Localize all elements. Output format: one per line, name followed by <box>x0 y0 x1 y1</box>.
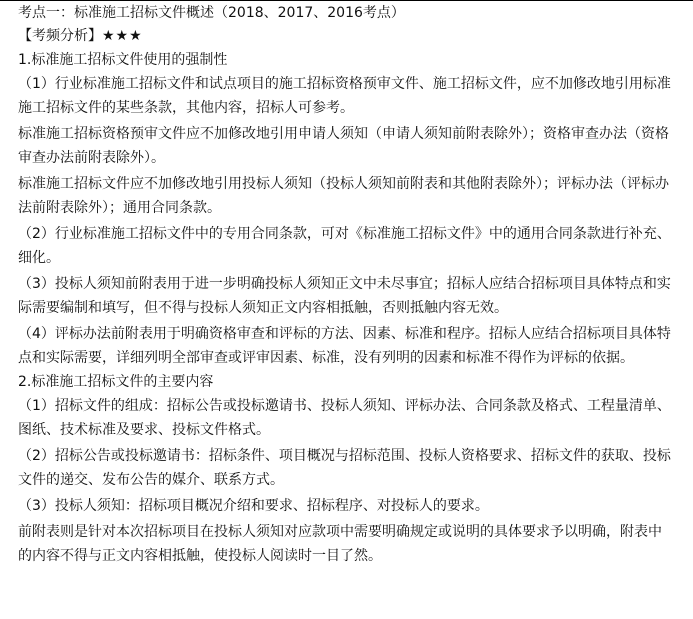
paragraph-8: （2）招标公告或投标邀请书：招标条件、项目概况与招标范围、投标人资格要求、招标文件的获取、投标文件的递交、发布公告的媒介、联系方式。 <box>18 448 671 488</box>
paragraph-3: 标准施工招标文件应不加修改地引用投标人须知（投标人须知前附表和其他附表除外）；评标办法（评标办法前附表除外）；通用合同条款。 <box>18 176 669 216</box>
paragraph-5: （3）投标人须知前附表用于进一步明确投标人须知正文中未尽事宜；招标人应结合招标项目具体特点和实际需要编制和填写，但不得与投标人须知正文内容相抵触，否则抵触内容无效。 <box>18 276 671 316</box>
topic-title: 考点一：标准施工招标文件概述（2018、2017、2016考点） <box>18 5 405 21</box>
paragraph-7: （1）招标文件的组成：招标公告或投标邀请书、投标人须知、评标办法、合同条款及格式、工程量清单、图纸、技术标准及要求、投标文件格式。 <box>18 398 671 438</box>
paragraph-6: （4）评标办法前附表用于明确资格审查和评标的方法、因素、标准和程序。招标人应结合招标项目具体特点和实际需要，详细列明全部审查或评审因素、标准，没有列明的因素和标准不得作为评标的依据。 <box>18 326 671 366</box>
frequency-row <box>18 24 673 48</box>
frequency-label: 【考频分析】 <box>18 28 102 44</box>
paragraph-9: （3）投标人须知：招标项目概况介绍和要求、招标程序、对投标人的要求。 <box>18 498 489 514</box>
section-2-heading: 2.标准施工招标文件的主要内容 <box>18 374 214 390</box>
paragraph-4: （2）行业标准施工招标文件中的专用合同条款，可对《标准施工招标文件》中的通用合同条款进行补充、细化。 <box>18 226 671 266</box>
paragraph-10: 前附表则是针对本次招标项目在投标人须知对应款项中需要明确规定或说明的具体要求予以明确，附表中的内容不得与正文内容相抵触，使投标人阅读时一目了然。 <box>18 524 662 564</box>
section-1-heading: 1.标准施工招标文件使用的强制性 <box>18 52 228 68</box>
paragraph-2: 标准施工招标资格预审文件应不加修改地引用申请人须知（申请人须知前附表除外）；资格审查办法（资格审查办法前附表除外）。 <box>18 126 669 166</box>
frequency-stars: ★★★ <box>102 28 143 44</box>
top-divider <box>0 0 693 1</box>
paragraph-1: （1）行业标准施工招标文件和试点项目的施工招标资格预审文件、施工招标文件，应不加修改地引用标准施工招标文件的某些条款，其他内容，招标人可参考。 <box>18 76 671 116</box>
